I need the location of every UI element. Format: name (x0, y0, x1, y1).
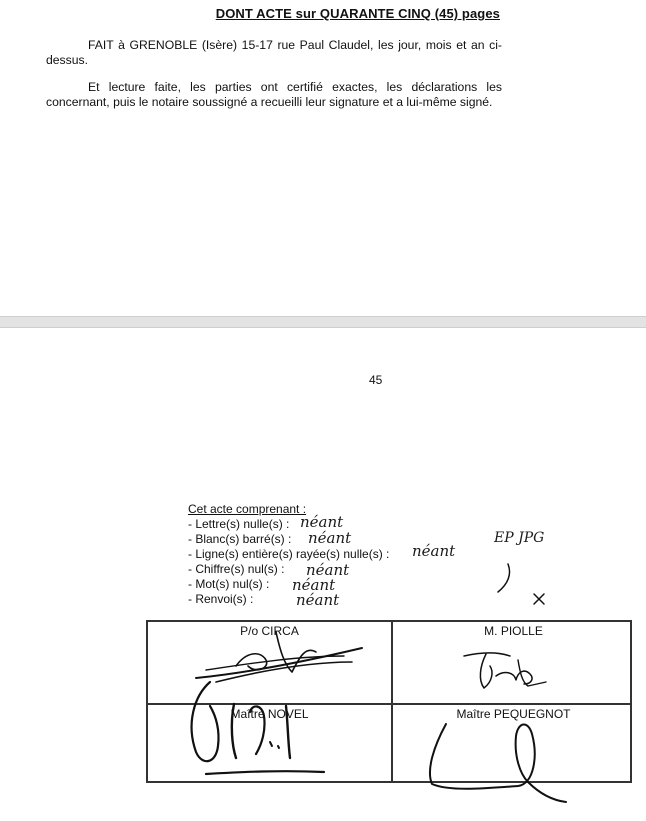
handwritten-value: néant (308, 529, 352, 547)
closing-paragraph-reading: Et lecture faite, les parties ont certifié exactes, les déclarations les concernant, puis le notaire soussigné a recueilli leur signature et a lui-même signé. (46, 80, 502, 109)
certification-title: Cet acte comprenant : (188, 502, 307, 516)
closing-paragraph-place: FAIT à GRENOBLE (Isère) 15-17 rue Paul Claudel, les jour, mois et an ci-dessus. (46, 38, 502, 67)
paraphe-mark-icon (490, 560, 560, 610)
page-number: 45 (369, 373, 383, 387)
certification-item: - Ligne(s) entière(s) rayée(s) nulle(s) : (188, 547, 390, 561)
handwritten-value: néant (296, 591, 340, 609)
certification-list (188, 502, 389, 607)
table-divider (391, 622, 393, 781)
certification-item: - Mot(s) nul(s) : (188, 577, 270, 591)
handwritten-value: néant (412, 542, 456, 560)
signature-label-pequegnot: Maître PEQUEGNOT (456, 707, 571, 721)
certification-item: - Chiffre(s) nul(s) : (188, 562, 285, 576)
closing-heading: DONT ACTE sur QUARANTE CINQ (45) pages (215, 6, 500, 21)
signature-label-circa: P/o CIRCA (240, 624, 299, 638)
certification-item: - Lettre(s) nulle(s) : (188, 517, 290, 531)
signature-pequegnot-icon (420, 712, 580, 812)
certification-item: - Renvoi(s) : (188, 592, 254, 606)
handwritten-value: néant (292, 576, 336, 594)
signature-label-piolle: M. PIOLLE (484, 624, 543, 638)
handwritten-initials: EP JPG (494, 530, 545, 546)
signature-novel-icon (180, 676, 330, 786)
signature-label-novel: Maître NOVEL (230, 707, 309, 721)
handwritten-value: néant (300, 513, 344, 531)
signature-piolle-icon (458, 642, 558, 702)
page-separator (0, 316, 646, 328)
certification-item: - Blanc(s) barré(s) : (188, 532, 292, 546)
handwritten-value: néant (306, 561, 350, 579)
